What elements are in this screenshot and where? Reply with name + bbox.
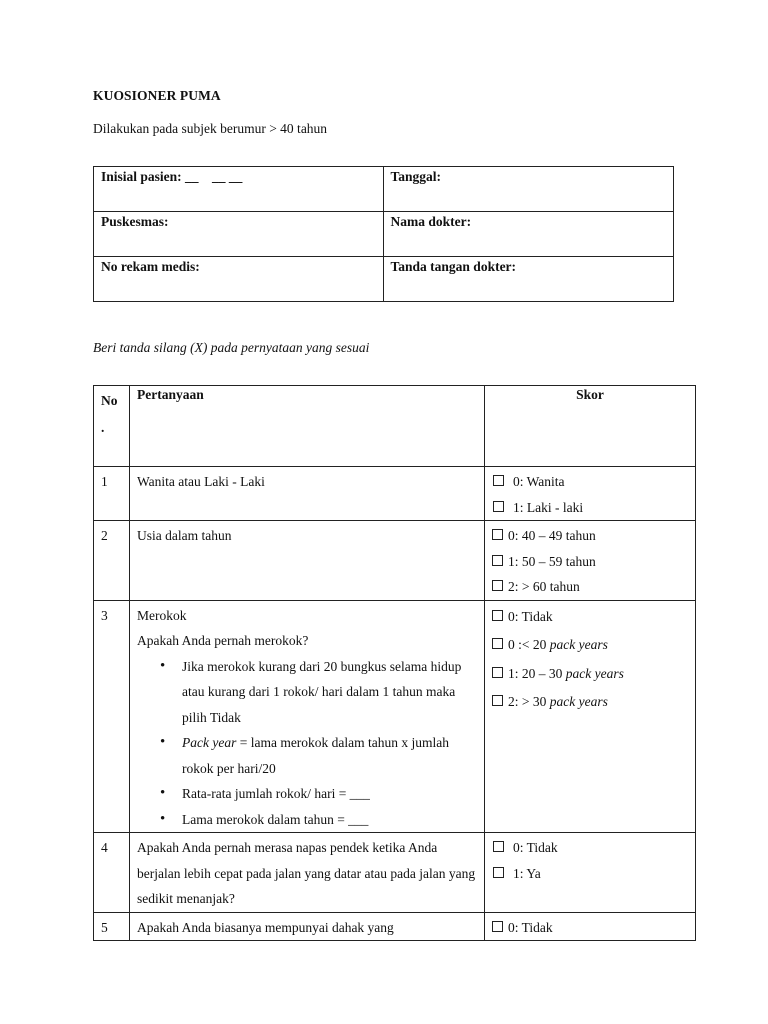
instruction-text: Beri tanda silang (X) pada pernyataan yang sesuai (93, 340, 370, 355)
option-checkbox[interactable]: 2: > 30 pack years (492, 688, 688, 717)
checkbox-icon (492, 610, 503, 621)
header-no: No . (94, 386, 130, 467)
date-field[interactable] (383, 167, 673, 212)
option-checkbox[interactable]: 1: Ya (492, 861, 688, 887)
medical-record-label: No rekam medis: (101, 259, 200, 274)
health-center-label: Puskesmas: (101, 214, 169, 229)
checkbox-icon (492, 695, 503, 706)
row-options (485, 600, 696, 833)
option-checkbox[interactable]: 1: 20 – 30 pack years (492, 660, 688, 689)
checkbox-icon (493, 475, 504, 486)
header-question: Pertanyaan (130, 386, 485, 467)
doctor-signature-field[interactable] (383, 257, 673, 302)
row-number: 1 (94, 467, 130, 521)
row-question: Wanita atau Laki - Laki (130, 467, 485, 521)
checkbox-icon (493, 841, 504, 852)
checkbox-icon (493, 501, 504, 512)
table-row (94, 467, 696, 521)
bullet-item: • Pack year = lama merokok dalam tahun x jumlah rokok per hari/20 (182, 730, 477, 781)
checkbox-icon (493, 867, 504, 878)
row-question: Apakah Anda pernah merasa napas pendek ketika Anda berjalan lebih cepat pada jalan yang datar atau pada jalan yang sedikit menanjak? (130, 833, 485, 913)
checkbox-icon (492, 555, 503, 566)
health-center-field[interactable] (94, 212, 384, 257)
patient-initials-label: Inisial pasien: (101, 169, 182, 184)
patient-info-table (93, 166, 674, 302)
row-options (485, 521, 696, 601)
option-checkbox[interactable]: 2: > 60 tahun (492, 574, 688, 600)
table-row (94, 833, 696, 913)
question-line: Apakah Anda pernah merokok? (137, 633, 309, 648)
option-checkbox[interactable]: 0: Tidak (492, 835, 688, 861)
doctor-name-field[interactable] (383, 212, 673, 257)
question-line: Merokok (137, 607, 187, 623)
bullet-item: • Lama merokok dalam tahun = ___ (182, 807, 477, 833)
table-header-row (94, 386, 696, 467)
doctor-name-label: Nama dokter: (390, 214, 472, 229)
bullet-item: • Rata-rata jumlah rokok/ hari = ___ (182, 781, 477, 807)
option-checkbox[interactable]: 0: Tidak (492, 603, 688, 632)
option-checkbox[interactable]: 0: Tidak (492, 915, 688, 941)
page-subtitle: Dilakukan pada subjek berumur > 40 tahun (93, 121, 328, 136)
questionnaire-table (93, 385, 696, 941)
row-question: Apakah Anda biasanya mempunyai dahak yang (130, 912, 485, 941)
option-checkbox[interactable]: 1: Laki - laki (492, 495, 688, 521)
row-options (485, 467, 696, 521)
bullet-list (137, 654, 477, 833)
patient-initials-field[interactable] (94, 167, 384, 212)
medical-record-field[interactable] (94, 257, 384, 302)
table-row (94, 521, 696, 601)
row-number: 4 (94, 833, 130, 913)
checkbox-icon (492, 529, 503, 540)
row-question: Usia dalam tahun (130, 521, 485, 601)
row-question (130, 600, 485, 833)
row-number: 2 (94, 521, 130, 601)
doctor-signature-label: Tanda tangan dokter: (390, 259, 517, 274)
checkbox-icon (492, 580, 503, 591)
patient-initials-blanks: __ __ __ (185, 169, 243, 184)
table-row (94, 912, 696, 941)
checkbox-icon (492, 638, 503, 649)
row-options (485, 912, 696, 941)
option-checkbox[interactable]: 0: Wanita (492, 469, 688, 495)
checkbox-icon (492, 921, 503, 932)
table-row (94, 600, 696, 833)
option-checkbox[interactable]: 0 :< 20 pack years (492, 631, 688, 660)
header-score: Skor (485, 386, 696, 467)
row-number: 5 (94, 912, 130, 941)
page-title: KUOSIONER PUMA (93, 88, 221, 103)
row-number: 3 (94, 600, 130, 833)
bullet-item: • Jika merokok kurang dari 20 bungkus selama hidup atau kurang dari 1 rokok/ hari dalam 1 tahun maka pilih Tidak (182, 654, 477, 731)
date-label: Tanggal: (390, 169, 442, 184)
option-checkbox[interactable]: 0: 40 – 49 tahun (492, 523, 688, 549)
option-checkbox[interactable]: 1: 50 – 59 tahun (492, 549, 688, 575)
row-options (485, 833, 696, 913)
checkbox-icon (492, 667, 503, 678)
